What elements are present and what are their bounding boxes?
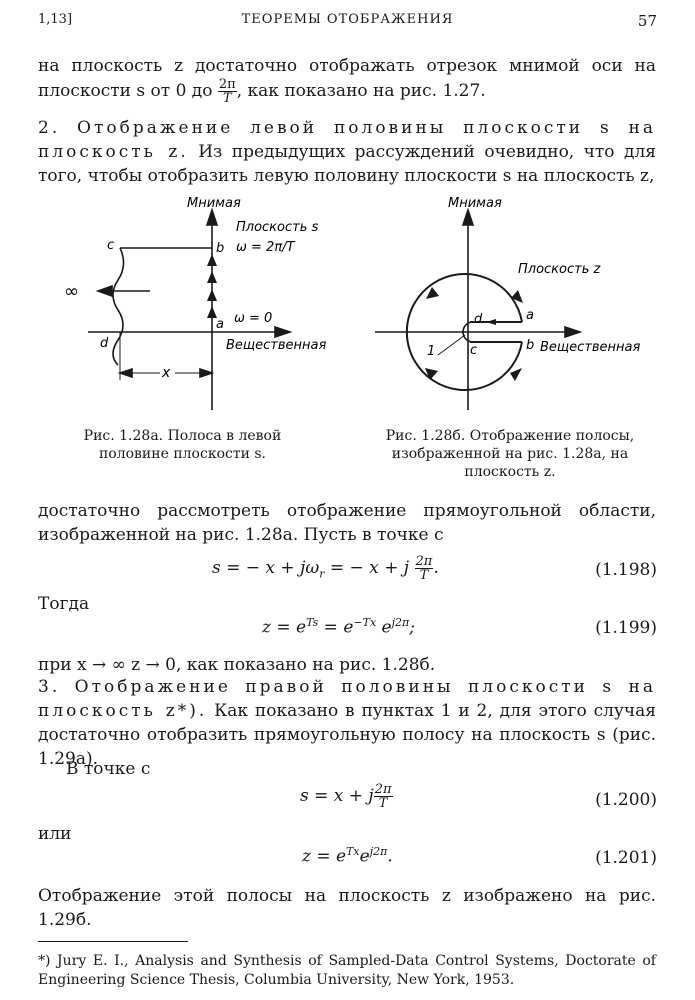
fraction-2pi-T <box>218 78 237 105</box>
fig-b-point-d: d <box>474 312 483 327</box>
equation-1-198 <box>212 555 439 582</box>
eq201-end: . <box>387 846 393 867</box>
paragraph-3: достаточно рассмотреть отображение прямоугольной области, изображенной на рис. 1.28а. Пусть в точке c <box>38 501 656 545</box>
para1-tail: , как показано на рис. 1.27. <box>236 81 486 101</box>
equation-1-200 <box>300 783 393 810</box>
frac-num: 2π <box>218 77 236 92</box>
arrow-up-3 <box>207 289 217 301</box>
fig-b-arrow-4 <box>510 368 522 381</box>
eq199-p3: j2π <box>391 616 410 629</box>
at-point-c: В точке c <box>66 759 151 779</box>
footnote: *) Jury E. I., Analysis and Synthesis of Sampled-Data Control Systems, Doctorate of Engineering Science Thesis, Columbia University, New York, 1953. <box>38 953 656 988</box>
caption-1-28b: Рис. 1.28б. Отображение полосы, изображенной на рис. 1.28а, на плоскость z. <box>385 428 635 480</box>
fig-a-plane-label: Плоскость s <box>236 220 319 235</box>
paragraph-1 <box>38 54 656 105</box>
para5-heading: 3. Отображение правой половины плоскости s на плоскость z*). <box>38 677 656 721</box>
para5-text: Как показано в пунктах 1 и 2, для этого случая достаточно отобразить прямоугольную полосу на плоскость s (рис. 1.29а). <box>38 701 657 769</box>
fig-b-imag-label: Мнимая <box>448 196 502 211</box>
eq200-lhs: s = x + j <box>300 786 374 806</box>
fig-b-point-b: b <box>526 338 535 353</box>
eq200-num: 2π <box>374 782 392 797</box>
eq199-a: z = e <box>262 617 307 638</box>
running-title: ТЕОРЕМЫ ОТОБРАЖЕНИЯ <box>241 12 454 27</box>
fig-a-real-label: Вещественная <box>226 338 327 353</box>
eq198-sub: r <box>319 567 325 581</box>
fig-b-arrow-5 <box>486 319 496 325</box>
frac-den: T <box>222 91 232 106</box>
word-or: или <box>38 824 72 844</box>
eq-number-1-198: (1.198) <box>595 560 657 580</box>
fig-a-imag-label: Мнимая <box>187 196 241 211</box>
fig-b-arrow-3 <box>425 368 438 380</box>
eq198-end: . <box>433 558 439 578</box>
fig-a-point-c: c <box>107 238 115 253</box>
paragraph-2 <box>38 116 656 188</box>
figure-1-28b <box>360 195 660 420</box>
fig-b-real-label: Вещественная <box>540 340 641 355</box>
eq198-mid: = − x + j <box>324 558 410 578</box>
fig-a-infinity: ∞ <box>64 281 79 302</box>
caption-1-28a: Рис. 1.28а. Полоса в левой половине плоскости s. <box>83 428 282 462</box>
paragraph-6: Отображение этой полосы на плоскость z изображено на рис. 1.29б. <box>38 886 656 930</box>
figure-1-28a <box>50 195 340 420</box>
para1-text: на плоскость z достаточно отображать отрезок мнимой оси на плоскости s от 0 до <box>38 56 656 101</box>
fig-b-unit-radius: 1 <box>427 344 436 359</box>
fig-a-point-b: b <box>216 241 225 256</box>
word-then: Тогда <box>38 594 90 614</box>
fig-a-point-d: d <box>100 336 109 351</box>
paragraph-4: при x → ∞ z → 0, как показано на рис. 1.28б. <box>38 655 436 675</box>
section-ref: 1,13] <box>38 12 73 27</box>
fig-b-plane-label: Плоскость z <box>518 262 601 277</box>
fig-a-x-label: x <box>162 365 171 381</box>
eq199-p2: −Tx <box>353 616 377 629</box>
eq-number-1-200: (1.200) <box>595 790 657 810</box>
eq198-lhs: s = − x + jω <box>212 558 320 578</box>
eq198-fraction <box>415 555 434 582</box>
eq201-p1: Tx <box>346 845 360 858</box>
eq198-den: T <box>419 568 429 583</box>
eq201-p2: j2π <box>369 845 388 858</box>
fig-a-omega-zero: ω = 0 <box>234 311 273 326</box>
para2-heading: 2. Отображение левой половины плоскости s на плоскость z. <box>38 118 656 162</box>
arrow-up-2 <box>207 271 217 283</box>
eq-number-1-199: (1.199) <box>595 618 657 638</box>
eq199-b: = e <box>318 617 354 638</box>
eq200-den: T <box>378 796 388 811</box>
eq-number-1-201: (1.201) <box>595 848 657 868</box>
footnote-rule <box>38 941 188 942</box>
fig-b-arrow-2 <box>426 287 439 299</box>
fig-b-point-a: a <box>526 308 534 323</box>
fig-b-point-c: c <box>470 343 478 358</box>
eq199-p1: Ts <box>306 616 319 629</box>
eq201-a: z = e <box>302 846 347 867</box>
fig-a-point-a: a <box>216 317 224 332</box>
eq201-b: e <box>359 846 370 867</box>
para2-text: Из предыдущих рассуждений очевидно, что для того, чтобы отобразить левую половину плоскости s на плоскость z, <box>38 142 656 186</box>
eq200-fraction <box>374 783 393 810</box>
page-number: 57 <box>637 12 657 30</box>
fig-a-omega-top: ω = 2π/T <box>236 240 295 255</box>
eq198-num: 2π <box>415 554 433 569</box>
eq199-c: e <box>376 617 392 638</box>
eq199-end: ; <box>409 617 415 638</box>
equation-1-199 <box>262 616 415 638</box>
equation-1-201 <box>302 845 393 867</box>
